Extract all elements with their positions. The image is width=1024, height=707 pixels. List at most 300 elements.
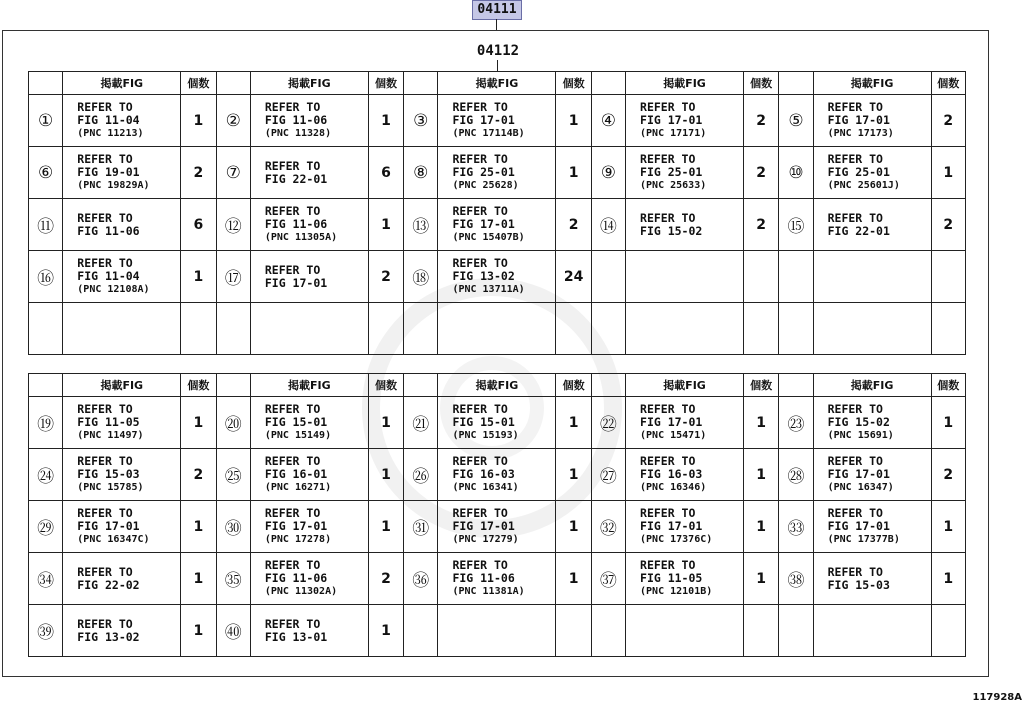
pnc-number: (PNC 16347C) (77, 534, 150, 545)
quantity (744, 605, 779, 657)
header-qty: 個数 (556, 72, 591, 95)
quantity: 1 (368, 199, 403, 251)
figure-reference (438, 251, 556, 303)
refer-to-text: REFER TO (264, 262, 321, 277)
fig-number: FIG 25-01 (640, 165, 703, 179)
quantity: 1 (556, 449, 591, 501)
refer-to-text: REFER TO (827, 152, 883, 166)
quantity: 6 (181, 199, 216, 251)
refer-to-text: REFER TO (77, 210, 133, 225)
quantity: 1 (181, 605, 216, 657)
header-qty: 個数 (744, 374, 779, 397)
quantity: 1 (744, 553, 779, 605)
header-qty: 個数 (181, 72, 216, 95)
fig-number: FIG 25-01 (452, 165, 515, 179)
item-number: ⑫ (216, 199, 250, 251)
refer-to-text: REFER TO (264, 558, 321, 572)
parts-reference-table-lower (28, 373, 966, 657)
refer-to-text: REFER TO (452, 558, 508, 572)
fig-number: FIG 19-01 (77, 165, 140, 179)
refer-to-text: REFER TO (77, 564, 133, 579)
pnc-number: (PNC 17114B) (452, 128, 525, 139)
quantity: 1 (368, 605, 403, 657)
pnc-number: (PNC 16271) (264, 482, 332, 493)
header-fig: 掲載FIG (63, 72, 181, 95)
header-qty: 個数 (931, 72, 965, 95)
refer-to-text: REFER TO (77, 152, 133, 166)
table-row (29, 605, 966, 657)
item-number: ⑤ (779, 95, 813, 147)
quantity: 2 (181, 449, 216, 501)
table-row (29, 199, 966, 251)
header-fig: 掲載FIG (626, 72, 744, 95)
quantity: 1 (556, 147, 591, 199)
fig-number: FIG 11-06 (264, 571, 328, 585)
item-number: ㊳ (779, 553, 813, 605)
refer-to-text: REFER TO (77, 506, 133, 520)
item-number (404, 605, 438, 657)
table-row (29, 501, 966, 553)
header-index-cell (29, 374, 63, 397)
quantity: 1 (931, 397, 965, 449)
figure-reference (626, 251, 744, 303)
refer-to-text: REFER TO (452, 204, 508, 218)
figure-reference (813, 553, 931, 605)
refer-to-text: REFER TO (264, 506, 321, 520)
refer-to-text: REFER TO (452, 152, 508, 166)
quantity: 1 (744, 397, 779, 449)
item-number: ⑱ (404, 251, 438, 303)
quantity: 1 (931, 553, 965, 605)
item-number: ⑰ (216, 251, 250, 303)
fig-number: FIG 11-05 (77, 415, 140, 429)
quantity (556, 303, 591, 355)
figure-reference (813, 303, 931, 355)
quantity: 1 (556, 95, 591, 147)
header-fig: 掲載FIG (438, 374, 556, 397)
item-number (591, 303, 625, 355)
figure-reference (63, 449, 181, 501)
pnc-number: (PNC 17377B) (827, 534, 900, 545)
item-number (591, 605, 625, 657)
header-index-cell (29, 72, 63, 95)
header-index-cell (404, 72, 438, 95)
refer-to-text: REFER TO (452, 100, 508, 114)
item-number: ⑬ (404, 199, 438, 251)
figure-reference (626, 501, 744, 553)
figure-reference (813, 501, 931, 553)
figure-reference (813, 251, 931, 303)
fig-number: FIG 17-01 (827, 467, 890, 481)
item-number (29, 303, 63, 355)
quantity: 2 (368, 251, 403, 303)
item-number: ② (216, 95, 250, 147)
header-qty: 個数 (368, 72, 403, 95)
refer-to-text: REFER TO (640, 454, 696, 468)
figure-reference (438, 397, 556, 449)
header-fig: 掲載FIG (626, 374, 744, 397)
fig-number: FIG 16-03 (452, 467, 515, 481)
fig-number: FIG 11-06 (264, 113, 328, 127)
table-row (29, 449, 966, 501)
quantity: 2 (181, 147, 216, 199)
fig-number: FIG 11-06 (264, 217, 328, 231)
header-fig: 掲載FIG (813, 374, 931, 397)
quantity: 1 (181, 95, 216, 147)
refer-to-text: REFER TO (640, 152, 696, 166)
item-number: ㉜ (591, 501, 625, 553)
item-number: ㉙ (29, 501, 63, 553)
quantity (931, 303, 965, 355)
fig-number: FIG 17-01 (77, 519, 140, 533)
refer-to-text: REFER TO (640, 402, 696, 416)
refer-to-text: REFER TO (452, 256, 508, 270)
fig-number: FIG 15-03 (77, 467, 140, 481)
refer-to-text: REFER TO (827, 210, 883, 225)
item-number: ⑭ (591, 199, 625, 251)
fig-number: FIG 22-02 (77, 577, 140, 592)
quantity: 1 (181, 501, 216, 553)
item-number (779, 605, 813, 657)
figure-reference (813, 147, 931, 199)
fig-number: FIG 13-01 (264, 629, 328, 644)
table-row (29, 397, 966, 449)
item-number: ⑦ (216, 147, 250, 199)
figure-reference (438, 449, 556, 501)
quantity (368, 303, 403, 355)
header-index-cell (216, 374, 250, 397)
quantity: 2 (556, 199, 591, 251)
figure-reference (626, 605, 744, 657)
item-number: ⑮ (779, 199, 813, 251)
fig-number: FIG 15-01 (264, 415, 328, 429)
quantity: 2 (744, 147, 779, 199)
item-number (591, 251, 625, 303)
item-number: ㉞ (29, 553, 63, 605)
figure-reference (813, 605, 931, 657)
fig-number: FIG 15-02 (827, 415, 890, 429)
item-number: ㊲ (591, 553, 625, 605)
fig-number: FIG 17-01 (640, 113, 703, 127)
item-number: ⑧ (404, 147, 438, 199)
table-header-row (29, 374, 966, 397)
figure-reference (250, 553, 368, 605)
fig-number: FIG 13-02 (452, 269, 515, 283)
item-number: ㉝ (779, 501, 813, 553)
header-index-cell (404, 374, 438, 397)
table-row (29, 95, 966, 147)
quantity (181, 303, 216, 355)
item-number: ③ (404, 95, 438, 147)
refer-to-text: REFER TO (452, 402, 508, 416)
pnc-number: (PNC 16346) (640, 482, 707, 493)
item-number (404, 303, 438, 355)
connector-line (496, 19, 497, 30)
refer-to-text: REFER TO (640, 100, 696, 114)
item-number: ⑳ (216, 397, 250, 449)
refer-to-text: REFER TO (640, 210, 696, 225)
quantity: 2 (931, 95, 965, 147)
figure-reference (813, 199, 931, 251)
fig-number: FIG 17-01 (452, 519, 515, 533)
quantity: 2 (368, 553, 403, 605)
quantity: 1 (181, 251, 216, 303)
fig-number: FIG 22-01 (827, 223, 890, 238)
item-number: ㉑ (404, 397, 438, 449)
figure-reference (250, 605, 368, 657)
item-number: ㉘ (779, 449, 813, 501)
figure-reference (250, 303, 368, 355)
fig-number: FIG 17-01 (452, 113, 515, 127)
refer-to-text: REFER TO (264, 454, 321, 468)
figure-reference (626, 397, 744, 449)
pnc-number: (PNC 16341) (452, 482, 519, 493)
fig-number: FIG 15-01 (452, 415, 515, 429)
connector-line (497, 60, 498, 71)
refer-to-text: REFER TO (77, 402, 133, 416)
item-number: ① (29, 95, 63, 147)
item-number: ⑪ (29, 199, 63, 251)
figure-reference (438, 501, 556, 553)
table-header-row (29, 72, 966, 95)
figure-reference (438, 95, 556, 147)
refer-to-text: REFER TO (452, 454, 508, 468)
quantity: 1 (368, 449, 403, 501)
quantity (931, 605, 965, 657)
quantity: 1 (368, 397, 403, 449)
pnc-number: (PNC 12108A) (77, 284, 150, 295)
figure-reference (63, 553, 181, 605)
refer-to-text: REFER TO (77, 256, 133, 270)
fig-number: FIG 25-01 (827, 165, 890, 179)
pnc-number: (PNC 11381A) (452, 586, 525, 597)
quantity: 1 (744, 449, 779, 501)
pnc-number: (PNC 17278) (264, 534, 332, 545)
fig-number: FIG 15-02 (640, 223, 703, 238)
item-number: ㉓ (779, 397, 813, 449)
refer-to-text: REFER TO (827, 402, 883, 416)
pnc-number: (PNC 13711A) (452, 284, 525, 295)
figure-reference (626, 147, 744, 199)
pnc-number: (PNC 15471) (640, 430, 707, 441)
figure-reference (813, 95, 931, 147)
figure-reference (438, 147, 556, 199)
item-number: ㉖ (404, 449, 438, 501)
header-qty: 個数 (181, 374, 216, 397)
item-number: ㉗ (591, 449, 625, 501)
item-number: ⑥ (29, 147, 63, 199)
refer-to-text: REFER TO (452, 506, 508, 520)
header-qty: 個数 (368, 374, 403, 397)
pnc-number: (PNC 17279) (452, 534, 519, 545)
header-fig: 掲載FIG (250, 374, 368, 397)
fig-number: FIG 17-01 (264, 275, 328, 290)
quantity: 2 (931, 199, 965, 251)
table-row (29, 251, 966, 303)
figure-reference (63, 397, 181, 449)
refer-to-text: REFER TO (264, 100, 321, 114)
figure-reference (250, 449, 368, 501)
quantity: 1 (181, 397, 216, 449)
refer-to-text: REFER TO (827, 564, 883, 579)
item-number: ㊱ (404, 553, 438, 605)
figure-reference (250, 199, 368, 251)
figure-reference (63, 251, 181, 303)
fig-number: FIG 11-04 (77, 269, 140, 283)
header-fig: 掲載FIG (438, 72, 556, 95)
item-number: ㉒ (591, 397, 625, 449)
pnc-number: (PNC 16347) (827, 482, 894, 493)
refer-to-text: REFER TO (264, 616, 321, 631)
quantity: 2 (744, 199, 779, 251)
figure-reference (63, 147, 181, 199)
refer-to-text: REFER TO (77, 100, 133, 114)
quantity: 24 (556, 251, 591, 303)
figure-reference (813, 449, 931, 501)
table-row (29, 147, 966, 199)
item-number (779, 303, 813, 355)
quantity: 6 (368, 147, 403, 199)
pnc-number: (PNC 12101B) (640, 586, 713, 597)
quantity: 1 (368, 95, 403, 147)
header-qty: 個数 (556, 374, 591, 397)
sub-assembly-code: 04112 (476, 43, 520, 59)
quantity: 1 (181, 553, 216, 605)
item-number: ㉕ (216, 449, 250, 501)
fig-number: FIG 17-01 (827, 113, 890, 127)
pnc-number: (PNC 11305A) (264, 232, 338, 243)
item-number: ㉟ (216, 553, 250, 605)
quantity: 1 (931, 501, 965, 553)
quantity (744, 251, 779, 303)
pnc-number: (PNC 15193) (452, 430, 519, 441)
item-number: ㉛ (404, 501, 438, 553)
fig-number: FIG 17-01 (264, 519, 328, 533)
refer-to-text: REFER TO (640, 506, 696, 520)
fig-number: FIG 11-05 (640, 571, 703, 585)
item-number (779, 251, 813, 303)
refer-to-text: REFER TO (827, 454, 883, 468)
refer-to-text: REFER TO (827, 100, 883, 114)
item-number (216, 303, 250, 355)
refer-to-text: REFER TO (77, 616, 133, 631)
figure-reference (250, 147, 368, 199)
header-fig: 掲載FIG (813, 72, 931, 95)
figure-reference (626, 95, 744, 147)
pnc-number: (PNC 15407B) (452, 232, 525, 243)
item-number: ⑨ (591, 147, 625, 199)
pnc-number: (PNC 17376C) (640, 534, 713, 545)
refer-to-text: REFER TO (264, 204, 321, 218)
item-number: ㊵ (216, 605, 250, 657)
fig-number: FIG 11-04 (77, 113, 140, 127)
figure-reference (250, 397, 368, 449)
refer-to-text: REFER TO (827, 506, 883, 520)
pnc-number: (PNC 25633) (640, 180, 707, 191)
pnc-number: (PNC 15785) (77, 482, 144, 493)
item-number: ⑩ (779, 147, 813, 199)
figure-reference (438, 605, 556, 657)
item-number: ⑯ (29, 251, 63, 303)
pnc-number: (PNC 11302A) (264, 586, 338, 597)
item-number: ㊴ (29, 605, 63, 657)
quantity: 1 (556, 501, 591, 553)
figure-reference (626, 303, 744, 355)
header-index-cell (591, 72, 625, 95)
figure-reference (438, 199, 556, 251)
quantity: 1 (556, 397, 591, 449)
quantity: 2 (931, 449, 965, 501)
fig-number: FIG 17-01 (640, 415, 703, 429)
item-number: ⑲ (29, 397, 63, 449)
pnc-number: (PNC 19829A) (77, 180, 150, 191)
fig-number: FIG 17-01 (827, 519, 890, 533)
header-index-cell (779, 374, 813, 397)
refer-to-text: REFER TO (264, 402, 321, 416)
quantity: 1 (368, 501, 403, 553)
fig-number: FIG 11-06 (77, 223, 140, 238)
header-fig: 掲載FIG (63, 374, 181, 397)
pnc-number: (PNC 17171) (640, 128, 707, 139)
figure-reference (813, 397, 931, 449)
figure-reference (626, 553, 744, 605)
figure-reference (63, 303, 181, 355)
quantity (556, 605, 591, 657)
fig-number: FIG 22-01 (264, 171, 328, 186)
fig-number: FIG 11-06 (452, 571, 515, 585)
pnc-number: (PNC 25601J) (827, 180, 900, 191)
image-id-label: 117928A (972, 692, 1022, 703)
header-fig: 掲載FIG (250, 72, 368, 95)
figure-reference (63, 605, 181, 657)
refer-to-text: REFER TO (77, 454, 133, 468)
fig-number: FIG 13-02 (77, 629, 140, 644)
figure-reference (438, 553, 556, 605)
quantity (931, 251, 965, 303)
refer-to-text: REFER TO (264, 158, 321, 173)
figure-reference (626, 449, 744, 501)
quantity: 2 (744, 95, 779, 147)
figure-reference (626, 199, 744, 251)
figure-reference (250, 95, 368, 147)
header-qty: 個数 (744, 72, 779, 95)
figure-reference (438, 303, 556, 355)
header-index-cell (779, 72, 813, 95)
pnc-number: (PNC 15149) (264, 430, 332, 441)
figure-reference (63, 501, 181, 553)
pnc-number: (PNC 25628) (452, 180, 519, 191)
pnc-number: (PNC 11497) (77, 430, 144, 441)
fig-number: FIG 15-03 (827, 577, 890, 592)
fig-number: FIG 16-03 (640, 467, 703, 481)
header-index-cell (216, 72, 250, 95)
quantity (744, 303, 779, 355)
quantity: 1 (744, 501, 779, 553)
pnc-number: (PNC 17173) (827, 128, 894, 139)
pnc-number: (PNC 15691) (827, 430, 894, 441)
table-row (29, 303, 966, 355)
header-qty: 個数 (931, 374, 965, 397)
figure-reference (63, 95, 181, 147)
item-number: ④ (591, 95, 625, 147)
figure-reference (250, 501, 368, 553)
table-row (29, 553, 966, 605)
refer-to-text: REFER TO (640, 558, 696, 572)
pnc-number: (PNC 11328) (264, 128, 332, 139)
header-index-cell (591, 374, 625, 397)
pnc-number: (PNC 11213) (77, 128, 144, 139)
figure-reference (63, 199, 181, 251)
